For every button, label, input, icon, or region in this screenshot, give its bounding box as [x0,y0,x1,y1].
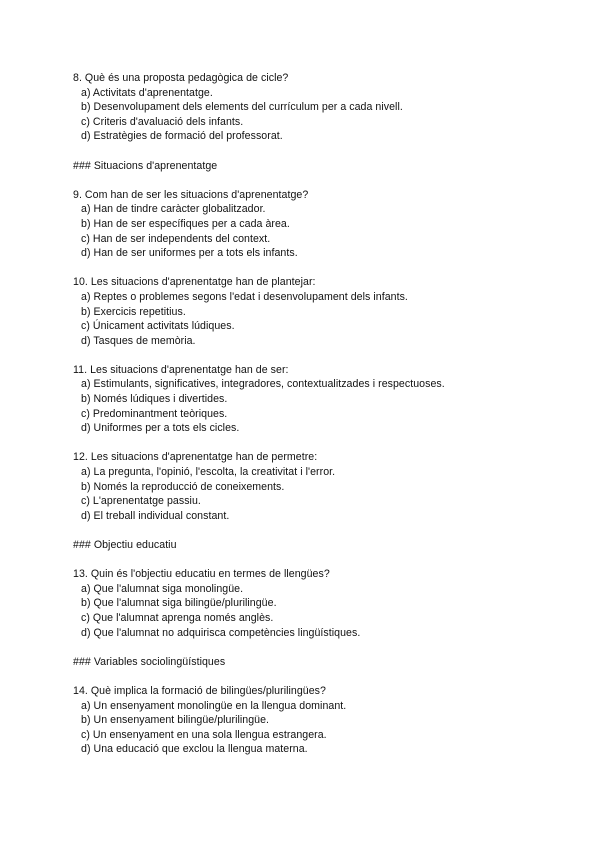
answer-option-d: d) Tasques de memòria. [81,334,196,347]
answer-option-a: a) Estimulants, significatives, integradores, contextualitzades i respectuoses. [81,378,445,391]
question-text: 14. Què implica la formació de bilingües/plurilingües? [73,684,326,697]
answer-option-a: a) Activitats d'aprenentatge. [81,86,213,99]
section-heading-text: ### Objectiu educatiu [73,539,177,551]
answer-option-a: a) Han de tindre caràcter globalitzador. [81,203,266,216]
section-heading-text: ### Variables sociolingüístiques [73,655,226,668]
answer-option-b: b) Només lúdiques i divertides. [81,393,228,406]
section-heading-objectiu [73,538,573,553]
question-12 [73,450,573,523]
answer-option-d: d) Estratègies de formació del professorat. [81,130,283,143]
answer-option-b: b) Que l'alumnat siga bilingüe/plurilingüe. [81,597,277,610]
answer-option-c: c) Predominantment teòriques. [81,407,228,420]
section-heading-text: ### Situacions d'aprenentatge [73,159,218,172]
answer-option-d: d) El treball individual constant. [81,509,230,522]
answer-option-c: c) Únicament activitats lúdiques. [81,320,235,333]
answer-option-a: a) Reptes o problemes segons l'edat i desenvolupament dels infants. [81,290,408,303]
question-text: 10. Les situacions d'aprenentatge han de plantejar: [73,276,316,289]
answer-option-a: a) La pregunta, l'opinió, l'escolta, la creativitat i l'error. [81,466,336,479]
answer-option-b: b) Un ensenyament bilingüe/plurilingüe. [81,714,270,727]
quiz-content [73,71,573,772]
answer-option-d: d) Que l'alumnat no adquirisca competències lingüístiques. [81,626,361,639]
section-heading-variables [73,655,573,670]
question-text: 11. Les situacions d'aprenentatge han de ser: [73,363,289,376]
question-9 [73,188,573,261]
answer-option-b: b) Desenvolupament dels elements del currículum per a cada nivell. [81,101,403,114]
answer-option-d: d) Han de ser uniformes per a tots els infants. [81,247,298,260]
answer-option-a: a) Un ensenyament monolingüe en la llengua dominant. [81,699,347,712]
question-8 [73,71,573,144]
answer-option-c: c) Que l'alumnat aprenga només anglès. [81,611,274,624]
answer-option-c: c) Un ensenyament en una sola llengua estrangera. [81,728,327,741]
answer-option-c: c) Han de ser independents del context. [81,232,271,245]
answer-option-c: c) L'aprenentatge passiu. [81,495,201,508]
answer-option-b: b) Han de ser específiques per a cada àrea. [81,217,290,230]
answer-option-b: b) Exercicis repetitius. [81,305,186,318]
answer-option-b: b) Només la reproducció de coneixements. [81,480,285,493]
question-10 [73,275,573,348]
question-text: 9. Com han de ser les situacions d'aprenentatge? [73,188,309,201]
answer-option-c: c) Criteris d'avaluació dels infants. [81,115,244,128]
answer-option-d: d) Una educació que exclou la llengua materna. [81,743,308,756]
question-14 [73,684,573,757]
question-text: 12. Les situacions d'aprenentatge han de permetre: [73,451,318,464]
question-11 [73,363,573,436]
question-text: 8. Què és una proposta pedagògica de cicle? [73,72,289,84]
question-13 [73,567,573,640]
section-heading-situacions [73,159,573,174]
question-text: 13. Quin és l'objectiu educatiu en termes de llengües? [73,568,330,581]
answer-option-d: d) Uniformes per a tots els cicles. [81,422,240,435]
answer-option-a: a) Que l'alumnat siga monolingüe. [81,582,244,595]
